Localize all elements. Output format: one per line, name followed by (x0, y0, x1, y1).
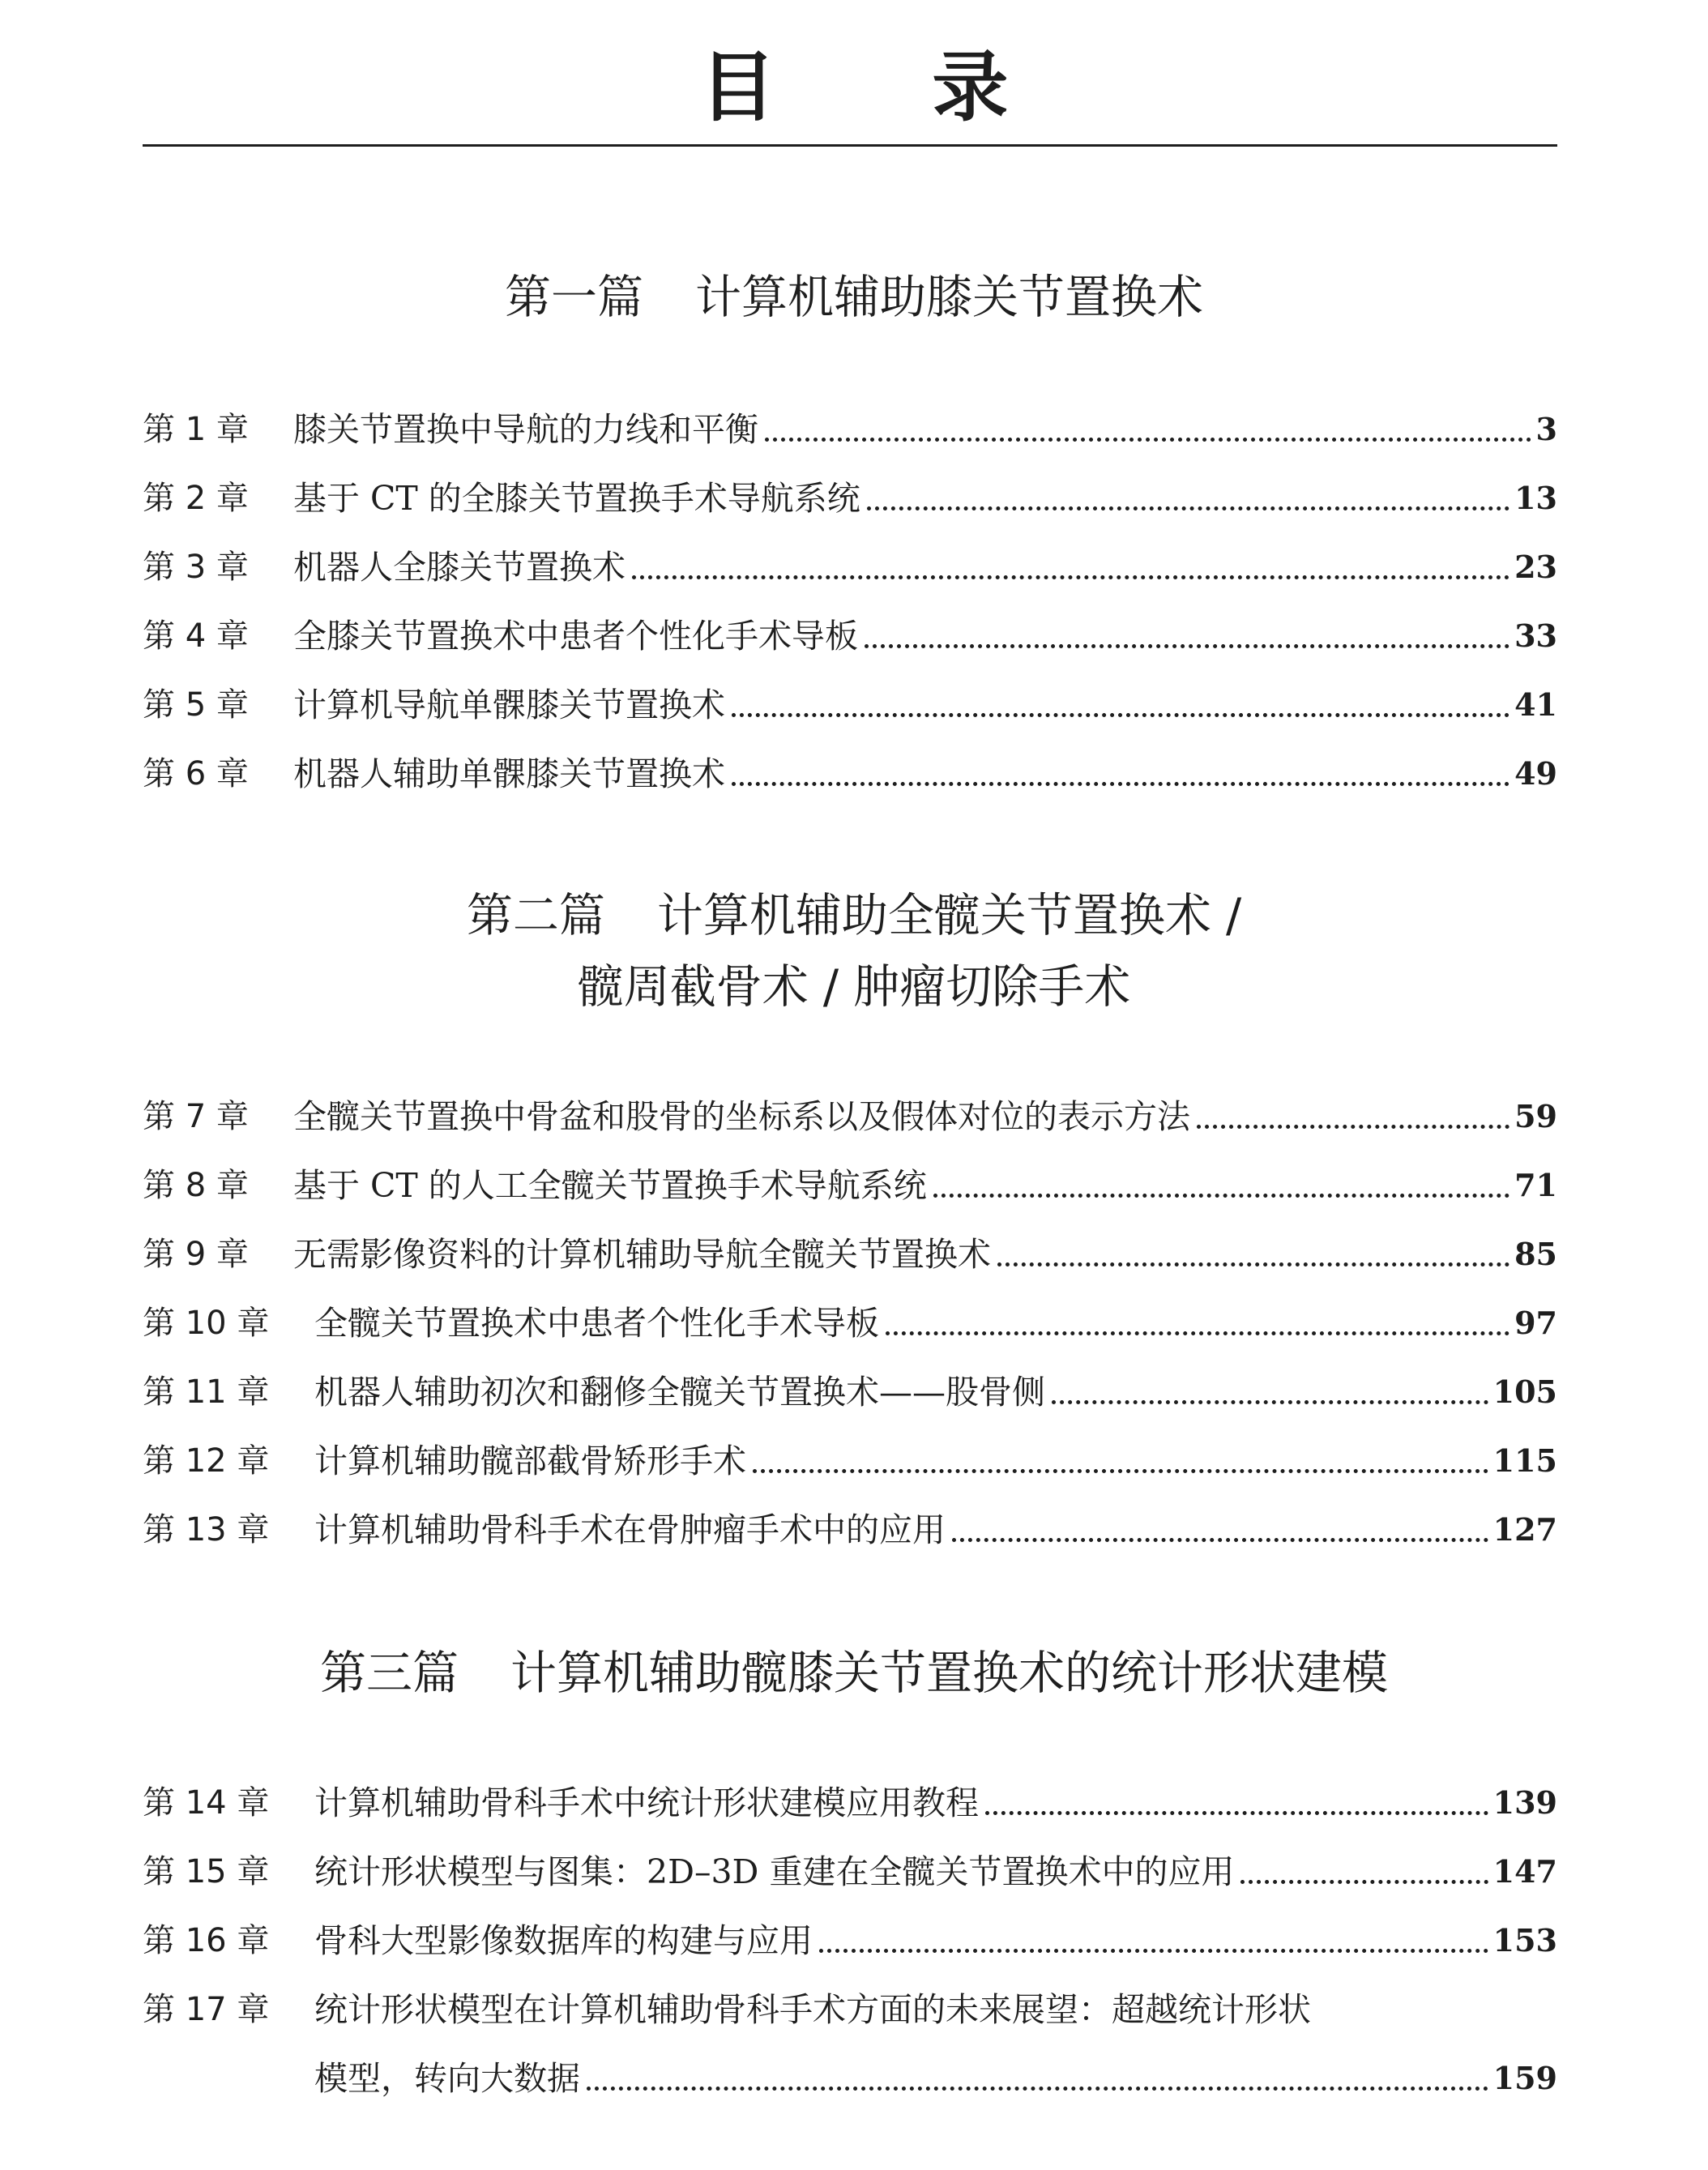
dot-leader (997, 1262, 1509, 1267)
page-number: 59 (1514, 1098, 1557, 1134)
part-heading-continued (0, 955, 1708, 1019)
dot-leader (1197, 1125, 1509, 1129)
chapter-title: 全髋关节置换中骨盆和股骨的坐标系以及假体对位的表示方法 (293, 1097, 1190, 1136)
page-number: 33 (1514, 617, 1557, 654)
chapter-number: 第 6 章 (143, 755, 249, 792)
part-label: 第三篇 (320, 1647, 459, 1700)
toc-entry[interactable] (143, 751, 1557, 797)
chapter-title: 基于 CT 的人工全髋关节置换手术导航系统 (293, 1166, 927, 1205)
page-number: 97 (1514, 1305, 1557, 1341)
chapter-title: 计算机辅助骨科手术在骨肿瘤手术中的应用 (314, 1510, 946, 1549)
page-number: 139 (1492, 1784, 1557, 1821)
chapter-title: 基于 CT 的全膝关节置换手术导航系统 (293, 479, 860, 518)
dot-leader (952, 1538, 1488, 1542)
chapter-number: 第 8 章 (143, 1167, 249, 1204)
chapter-number: 第 7 章 (143, 1098, 249, 1135)
chapter-number: 第 3 章 (143, 549, 249, 586)
toc-entry-continued[interactable] (314, 2056, 1557, 2101)
page-title: 目 录 (699, 43, 1074, 132)
chapter-number: 第 17 章 (143, 1991, 270, 2028)
chapter-title: 计算机导航单髁膝关节置换术 (293, 686, 725, 724)
toc-entry[interactable] (143, 1918, 1557, 1963)
chapter-number: 第 1 章 (143, 411, 249, 448)
dot-leader (1052, 1400, 1488, 1404)
page-number: 105 (1492, 1373, 1557, 1410)
dot-leader (587, 2087, 1488, 2091)
toc-entry[interactable] (143, 613, 1557, 659)
dot-leader (886, 1331, 1509, 1335)
page-number: 23 (1514, 549, 1557, 585)
chapter-number: 第 16 章 (143, 1922, 270, 1959)
toc-entry[interactable] (143, 1232, 1557, 1277)
toc-entry[interactable] (143, 1369, 1557, 1415)
part-heading (0, 1641, 1708, 1706)
page-number: 41 (1514, 686, 1557, 723)
toc-entry[interactable] (143, 1507, 1557, 1553)
chapter-number: 第 10 章 (143, 1305, 270, 1342)
dot-leader (865, 644, 1509, 648)
chapter-number: 第 11 章 (143, 1373, 270, 1411)
part-title: 计算机辅助髋膝关节置换术的统计形状建模 (510, 1647, 1388, 1700)
page-number: 71 (1514, 1167, 1557, 1203)
title-divider (143, 144, 1557, 147)
part-title: 计算机辅助全髋关节置换术 / (656, 889, 1242, 942)
toc-entry[interactable] (143, 1301, 1557, 1346)
chapter-title: 全膝关节置换术中患者个性化手术导板 (293, 617, 858, 656)
dot-leader (933, 1194, 1509, 1198)
toc-entry[interactable] (143, 682, 1557, 728)
chapter-title: 统计形状模型与图集：2D–3D 重建在全髋关节置换术中的应用 (314, 1852, 1235, 1891)
chapter-title: 无需影像资料的计算机辅助导航全髋关节置换术 (293, 1235, 991, 1274)
page-number: 85 (1514, 1236, 1557, 1272)
chapter-number: 第 4 章 (143, 617, 249, 655)
chapter-number: 第 14 章 (143, 1784, 270, 1822)
chapter-number: 第 12 章 (143, 1442, 270, 1480)
part-label: 第二篇 (466, 889, 605, 942)
toc-entry[interactable] (143, 476, 1557, 521)
chapter-title: 全髋关节置换术中患者个性化手术导板 (314, 1304, 879, 1343)
toc-entry[interactable] (143, 1438, 1557, 1484)
toc-entry[interactable] (143, 545, 1557, 590)
dot-leader (732, 782, 1509, 786)
dot-leader (819, 1949, 1488, 1953)
chapter-title: 机器人辅助初次和翻修全髋关节置换术——股骨侧 (314, 1373, 1045, 1412)
dot-leader (765, 438, 1531, 442)
dot-leader (753, 1469, 1488, 1473)
chapter-title: 计算机辅助髋部截骨矫形手术 (314, 1442, 746, 1480)
chapter-title: 骨科大型影像数据库的构建与应用 (314, 1921, 813, 1960)
dot-leader (632, 575, 1509, 579)
page-number: 3 (1535, 411, 1557, 447)
toc-entry[interactable] (143, 1849, 1557, 1894)
toc-entry[interactable] (143, 1094, 1557, 1139)
page-number: 153 (1492, 1922, 1557, 1959)
chapter-number: 第 13 章 (143, 1511, 270, 1548)
chapter-title: 统计形状模型在计算机辅助骨科手术方面的未来展望：超越统计形状 (314, 1990, 1311, 2029)
part-title-line2: 髋周截骨术 / 肿瘤切除手术 (577, 960, 1131, 1014)
part-title: 计算机辅助膝关节置换术 (695, 271, 1203, 324)
chapter-number: 第 2 章 (143, 480, 249, 517)
chapter-number: 第 9 章 (143, 1236, 249, 1273)
part-label: 第一篇 (505, 271, 643, 324)
chapter-number: 第 5 章 (143, 686, 249, 724)
chapter-title-continued: 模型，转向大数据 (314, 2059, 580, 2098)
chapter-number: 第 15 章 (143, 1853, 270, 1890)
dot-leader (732, 713, 1509, 717)
dot-leader (985, 1811, 1488, 1815)
chapter-title: 计算机辅助骨科手术中统计形状建模应用教程 (314, 1783, 979, 1822)
page-number: 49 (1514, 755, 1557, 792)
chapter-title: 机器人全膝关节置换术 (293, 548, 626, 587)
page-number: 147 (1492, 1853, 1557, 1890)
dot-leader (1240, 1880, 1488, 1884)
toc-entry[interactable] (143, 407, 1557, 452)
part-heading (0, 265, 1708, 330)
toc-entry-multiline[interactable] (143, 1987, 1311, 2032)
page-number: 127 (1492, 1511, 1557, 1548)
toc-entry[interactable] (143, 1163, 1557, 1208)
part-heading (0, 883, 1708, 948)
page-number: 115 (1492, 1442, 1557, 1479)
chapter-title: 膝关节置换中导航的力线和平衡 (293, 410, 758, 449)
dot-leader (867, 506, 1509, 510)
page-number: 159 (1492, 2060, 1557, 2096)
toc-entry[interactable] (143, 1780, 1557, 1826)
chapter-title: 机器人辅助单髁膝关节置换术 (293, 754, 725, 793)
page-number: 13 (1514, 480, 1557, 516)
